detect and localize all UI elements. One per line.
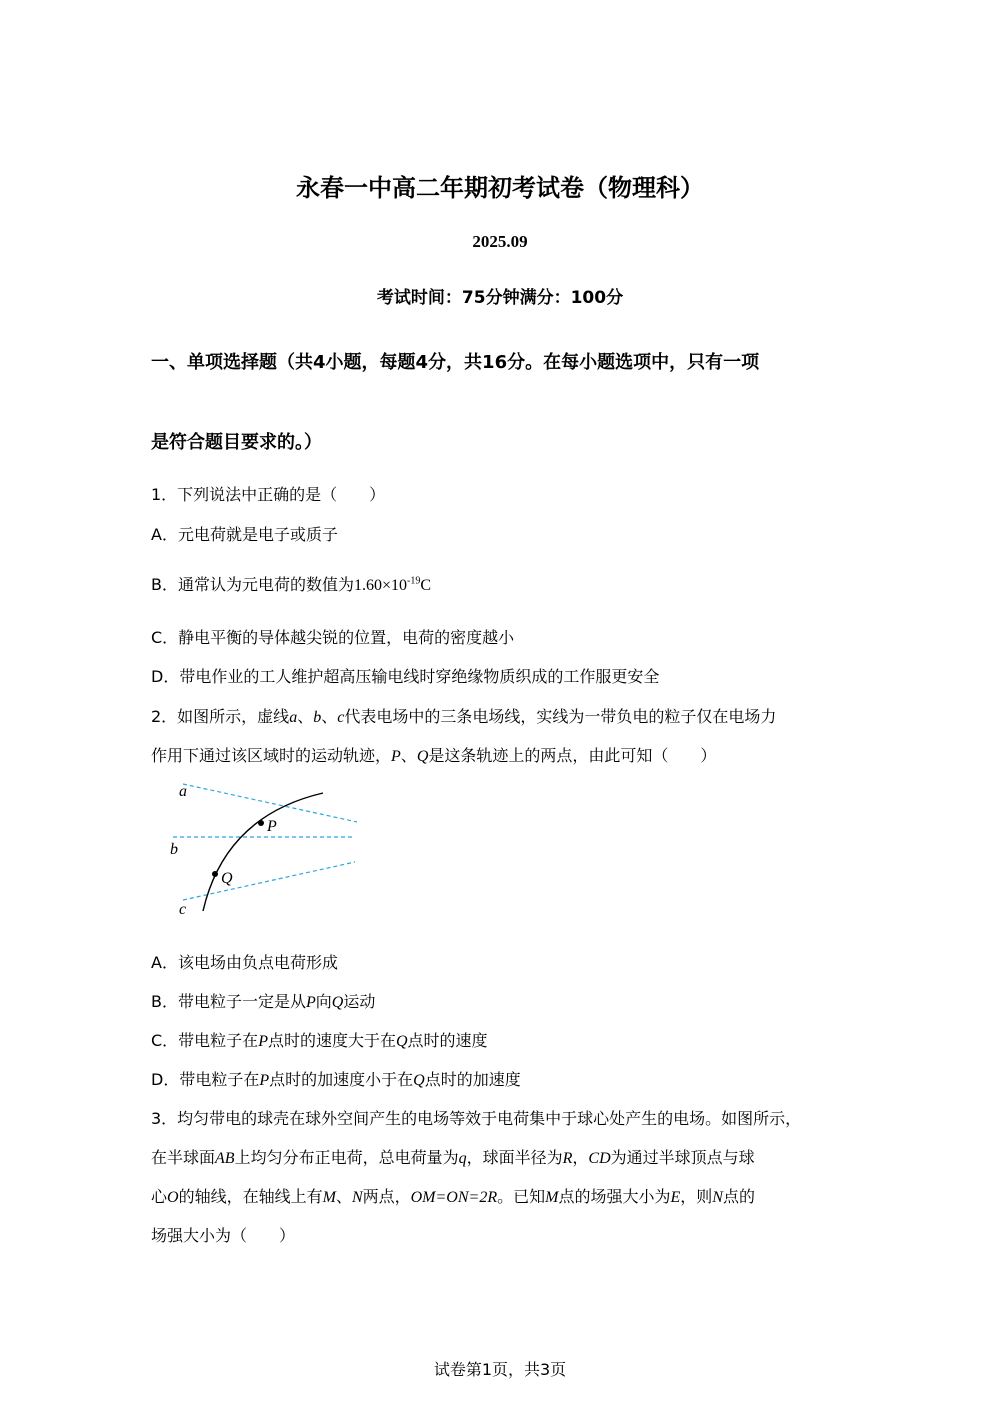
q3-stem-line1: 3．均匀带电的球壳在球外空间产生的电场等效于电荷集中于球心处产生的电场。如图所示，	[151, 1109, 802, 1128]
q3-text: 为通过半球顶点与球	[610, 1148, 755, 1167]
q2-d-mid: 点时的加速度小于在	[269, 1070, 414, 1089]
q2-stem-line2	[151, 743, 716, 766]
q2-stem-rest: 代表电场中的三条电场线，实线为一带负电的粒子仅在电场力	[344, 707, 777, 726]
label-c: c	[179, 901, 187, 918]
label-a: a	[179, 783, 187, 800]
q3-equation: OM=ON=2R	[410, 1189, 498, 1206]
q2-var-a: a	[289, 709, 298, 726]
q3-var-cd: CD	[588, 1150, 611, 1167]
label-q: Q	[221, 870, 233, 887]
field-line-a	[183, 784, 357, 822]
q2-option-d	[151, 1067, 521, 1090]
q3-var-m: M	[545, 1189, 559, 1206]
label-b: b	[170, 841, 178, 858]
q3-text: 点的场强大小为	[558, 1187, 671, 1206]
q3-var-n: N	[351, 1189, 363, 1206]
exam-date: 2025.09	[472, 232, 528, 251]
q1-option-b	[151, 572, 431, 595]
label-p: P	[267, 818, 277, 835]
electric-field-figure	[165, 776, 365, 918]
exam-title: 永春一中高二年期初考试卷（物理科）	[296, 174, 704, 202]
q2-var-p: P	[391, 748, 401, 765]
section-heading-line1: 一、单项选择题（共4小题，每题4分，共16分。在每小题选项中，只有一项	[151, 352, 760, 373]
q2-b-post: 运动	[343, 992, 376, 1011]
q3-text: ，则	[680, 1187, 713, 1206]
q2-c-q: Q	[395, 1033, 408, 1050]
q2-d-q: Q	[413, 1072, 425, 1089]
q3-var-q: q	[458, 1150, 467, 1167]
q1-option-b-prefix: B．通常认为元电荷的数值为	[151, 575, 354, 594]
q3-var-o: O	[167, 1189, 179, 1206]
section-heading-line2: 是符合题目要求的。）	[151, 432, 322, 453]
q2-c-pre: C．带电粒子在	[151, 1031, 259, 1050]
q3-var-n: N	[712, 1189, 723, 1206]
point-p-dot	[258, 820, 264, 826]
q3-text: 在半球面	[151, 1148, 216, 1167]
q2-var-c: c	[337, 709, 345, 726]
q1-option-b-unit: C	[420, 577, 432, 594]
q2-stem-line1	[151, 704, 776, 727]
q3-text: 两点，	[362, 1187, 411, 1206]
q3-text: 、	[335, 1187, 352, 1206]
q2-d-post: 点时的加速度	[424, 1070, 521, 1089]
q2-c-post: 点时的速度	[407, 1031, 488, 1050]
q1-option-a: A．元电荷就是电子或质子	[151, 525, 338, 544]
q2-line2-post: 是这条轨迹上的两点，由此可知（ ）	[428, 746, 717, 765]
q2-b-p: P	[305, 994, 316, 1011]
q3-stem-line4: 场强大小为（ ）	[151, 1226, 296, 1245]
point-q-dot	[212, 871, 218, 877]
q2-c-p: P	[258, 1033, 268, 1050]
page-footer: 试卷第1页，共3页	[433, 1360, 567, 1379]
q3-var-e: E	[670, 1189, 681, 1206]
q1-option-b-value: 1.60×10	[353, 577, 408, 594]
q2-sep: 、	[321, 707, 338, 726]
q3-text: 上均匀分布正电荷，总电荷量为	[234, 1148, 459, 1167]
q3-text: ，	[572, 1148, 589, 1167]
q2-b-pre: B．带电粒子一定是从	[151, 992, 306, 1011]
q2-option-b	[151, 989, 375, 1012]
q3-text: 点的	[722, 1187, 755, 1206]
q3-var-ab: AB	[215, 1150, 235, 1167]
q2-var-q: Q	[416, 748, 429, 765]
q2-d-p: P	[259, 1072, 270, 1089]
q2-sep: 、	[400, 746, 417, 765]
q1-stem: 1．下列说法中正确的是（ ）	[151, 485, 386, 504]
q2-b-q: Q	[331, 994, 344, 1011]
q2-line2-pre: 作用下通过该区域时的运动轨迹，	[151, 746, 392, 765]
field-line-c	[183, 862, 355, 900]
q2-b-mid: 向	[315, 992, 332, 1011]
q2-d-pre: D．带电粒子在	[151, 1070, 260, 1089]
q2-option-a: A．该电场由负点电荷形成	[151, 953, 338, 972]
q3-text: 心	[151, 1187, 168, 1206]
q1-option-d: D．带电作业的工人维护超高压输电线时穿绝缘物质织成的工作服更安全	[151, 667, 660, 686]
q3-stem-line2	[151, 1145, 755, 1168]
q1-option-c: C．静电平衡的导体越尖锐的位置，电荷的密度越小	[151, 628, 515, 647]
q3-text: ，球面半径为	[466, 1148, 563, 1167]
q3-text: 。已知	[497, 1187, 546, 1206]
particle-trajectory	[203, 793, 323, 911]
q3-stem-line3	[151, 1184, 755, 1207]
q2-num: 2．如图所示，虚线	[151, 707, 290, 726]
q2-c-mid: 点时的速度大于在	[267, 1031, 396, 1050]
q2-var-b: b	[313, 709, 322, 726]
q2-sep: 、	[297, 707, 314, 726]
q2-option-c	[151, 1028, 488, 1051]
q3-text: 的轴线，在轴线上有	[178, 1187, 323, 1206]
exam-info: 考试时间：75分钟满分：100分	[376, 288, 624, 308]
q3-var-r: R	[562, 1150, 573, 1167]
q3-var-m: M	[322, 1189, 336, 1206]
q1-option-b-exponent: -19	[407, 575, 421, 587]
